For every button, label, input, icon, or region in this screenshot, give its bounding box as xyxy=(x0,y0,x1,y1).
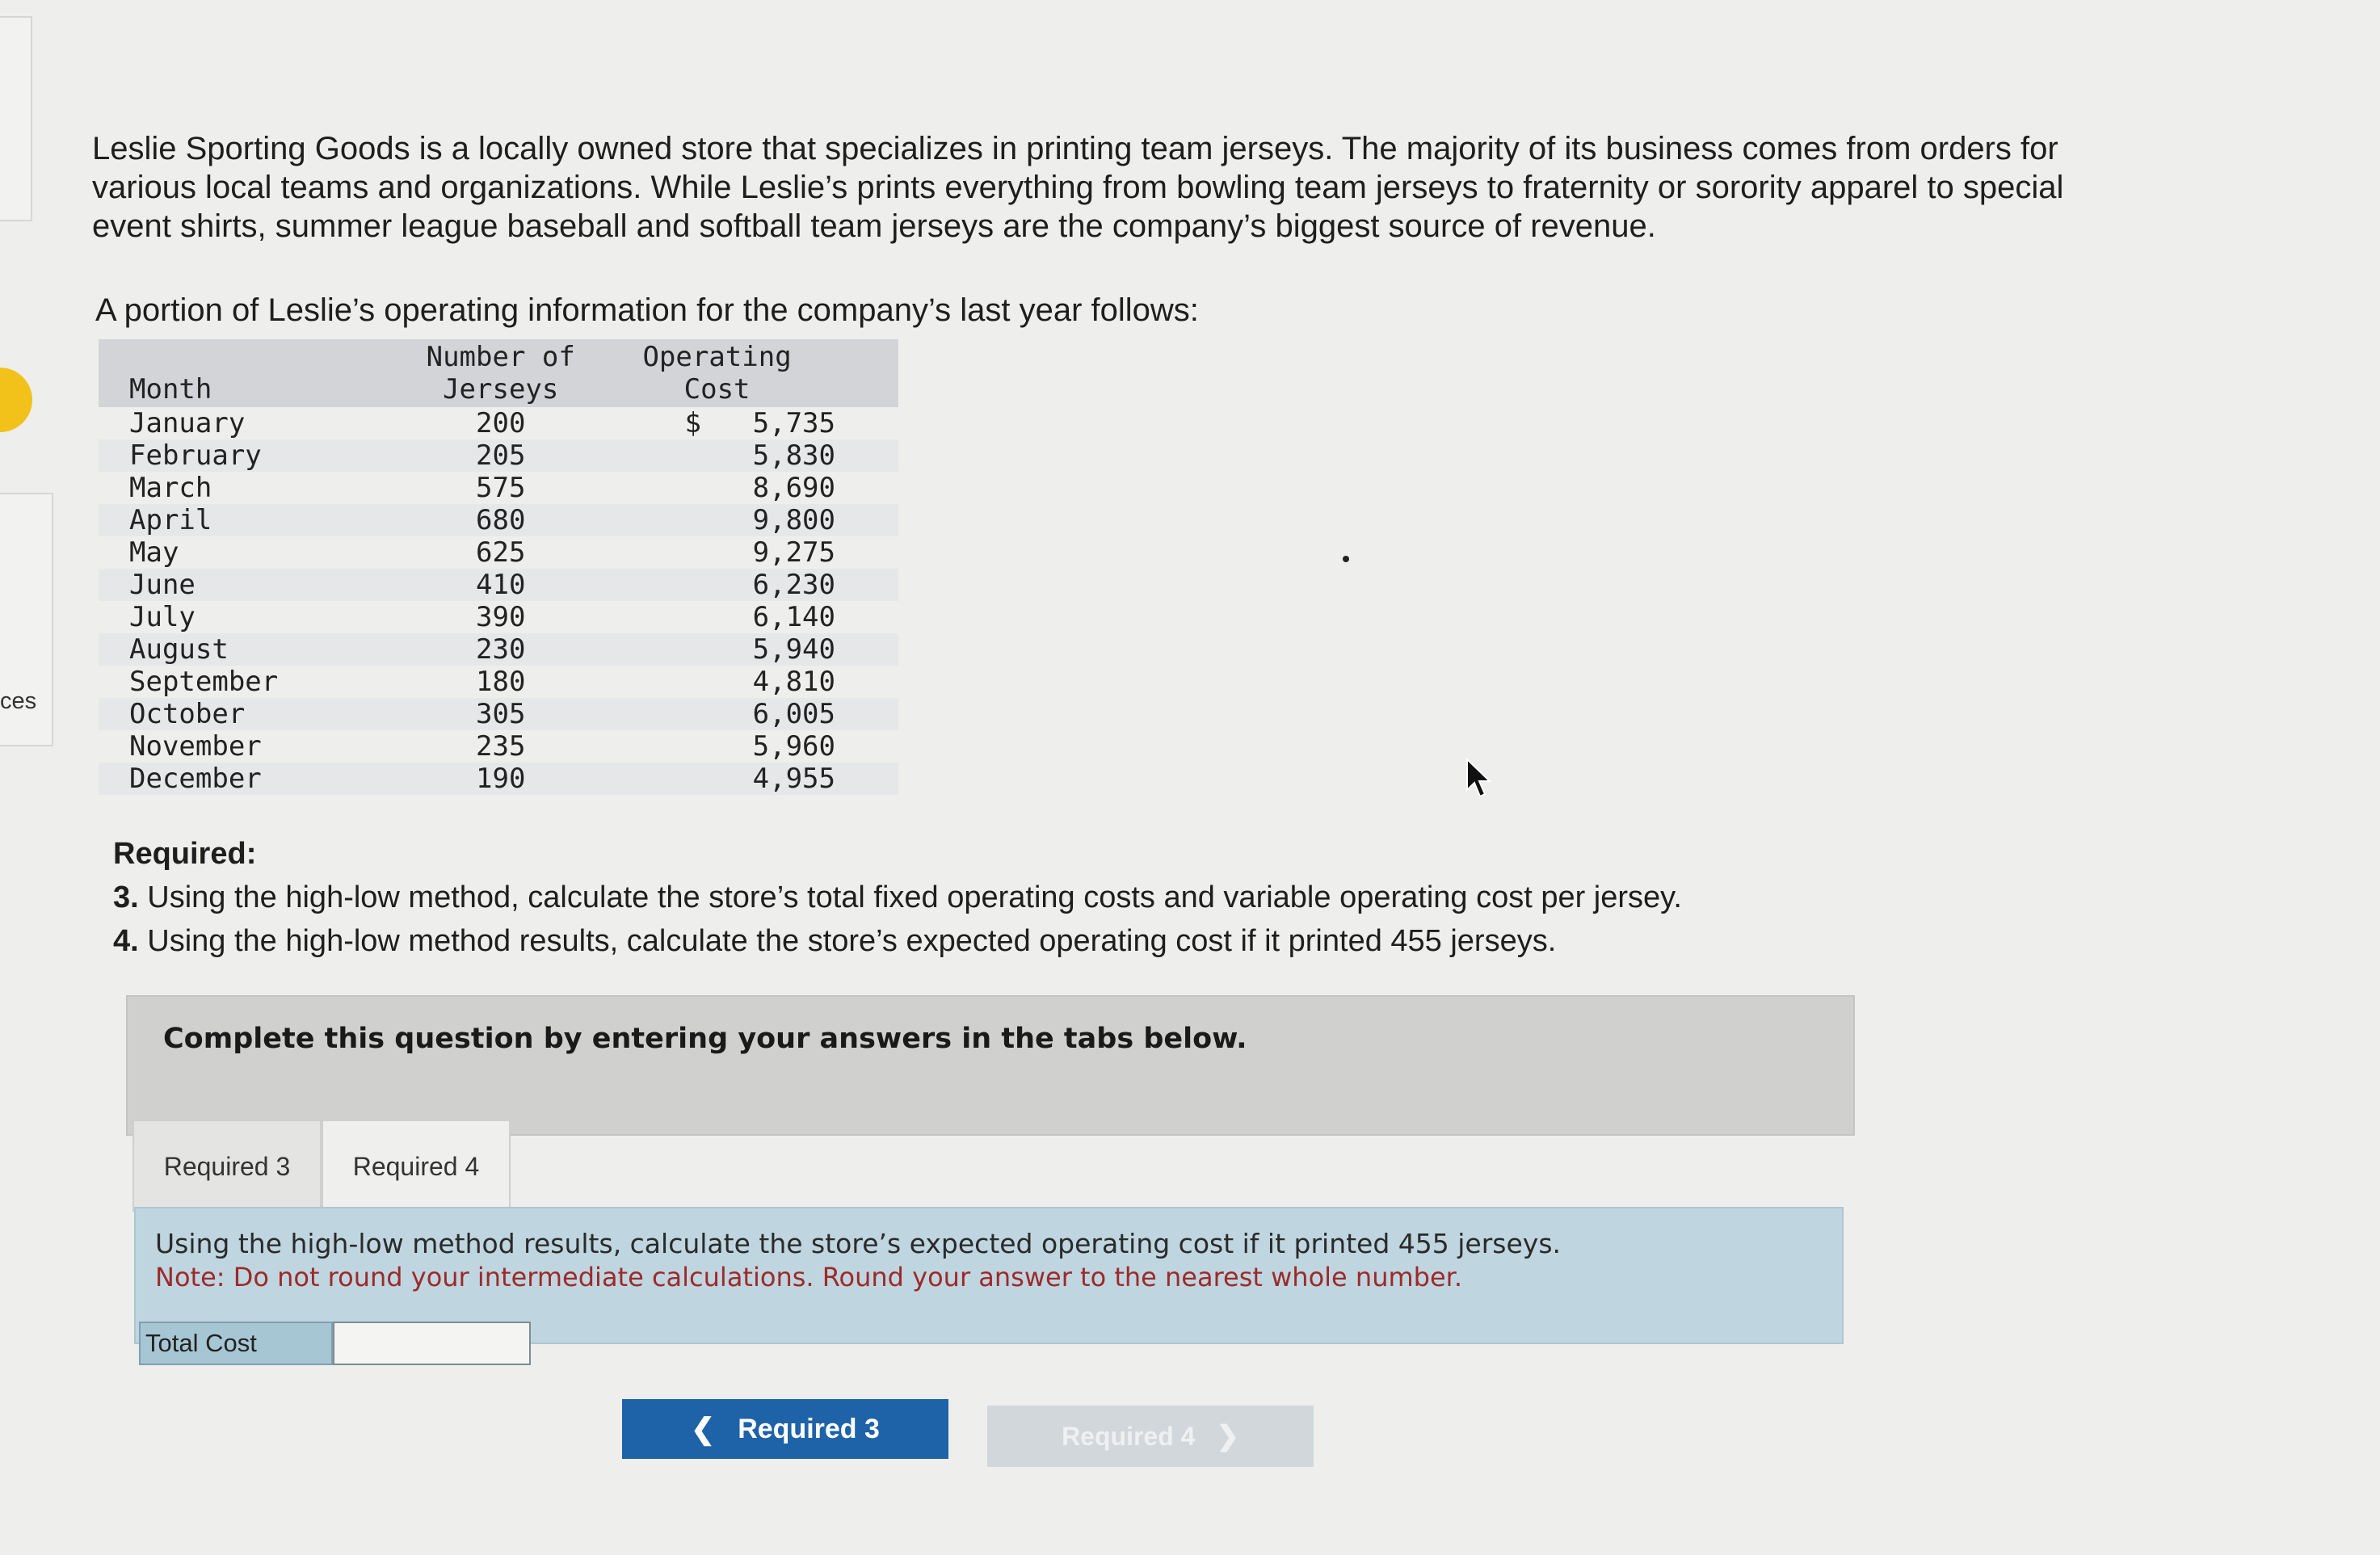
cell-cost xyxy=(599,633,898,666)
required-number: 4. xyxy=(113,924,139,958)
cell-month: November xyxy=(129,730,262,763)
table-row xyxy=(99,666,898,698)
header-cost xyxy=(599,339,898,407)
cell-jerseys: 205 xyxy=(402,439,599,472)
chevron-right-icon: ❯ xyxy=(1216,1421,1239,1452)
table-row xyxy=(99,504,898,536)
tab-required-3[interactable]: Required 3 xyxy=(132,1120,322,1212)
cell-jerseys: 625 xyxy=(476,536,526,569)
header-cost-label: Operating Cost xyxy=(642,341,792,406)
prev-required-button[interactable] xyxy=(622,1399,948,1459)
cell-month: March xyxy=(129,472,212,504)
cost-value: 5,735 xyxy=(752,407,835,439)
cell-cost xyxy=(599,666,898,698)
cost-value: 5,830 xyxy=(752,439,835,472)
cost-value: 8,690 xyxy=(752,472,835,504)
total-cost-label: Total Cost xyxy=(139,1322,333,1365)
cell-cost xyxy=(599,730,898,763)
table-row xyxy=(99,601,898,633)
cell-jerseys: 200 xyxy=(476,407,526,439)
panel-note: Note: Do not round your intermediate calculations. Round your answer to the nearest whole number. xyxy=(155,1262,1463,1292)
required-title: Required: xyxy=(113,837,257,871)
mouse-cursor-icon xyxy=(1465,758,1493,801)
cell-cost xyxy=(599,569,898,601)
cell-jerseys: 190 xyxy=(402,763,599,795)
instruction-box xyxy=(126,995,1855,1136)
cell-cost xyxy=(599,407,898,439)
table-row xyxy=(99,698,898,730)
required-text: Using the high-low method results, calculate the store’s expected operating cost if it printed 455 jerseys. xyxy=(147,924,1557,958)
currency-symbol: $ xyxy=(684,407,701,439)
table-row xyxy=(99,633,898,666)
cell-cost xyxy=(599,536,898,569)
cell-jerseys: 575 xyxy=(476,472,526,504)
cell-jerseys: 410 xyxy=(402,569,599,601)
header-month: Month xyxy=(99,339,402,407)
cell-cost xyxy=(599,439,898,472)
instruction-text: Complete this question by entering your answers in the tabs below. xyxy=(163,1023,1247,1055)
cell-cost xyxy=(599,698,898,730)
total-cost-row xyxy=(139,1322,531,1368)
stray-dot xyxy=(1343,556,1349,562)
cell-month: July xyxy=(129,601,196,633)
cell-month: February xyxy=(99,439,402,472)
required-text: Using the high-low method, calculate the store’s total fixed operating costs and variable operating cost per jersey. xyxy=(147,880,1682,914)
cost-value: 5,940 xyxy=(752,633,835,666)
cell-month: August xyxy=(99,633,402,666)
chevron-left-icon: ❮ xyxy=(691,1412,716,1445)
cell-jerseys: 305 xyxy=(402,698,599,730)
cell-month: September xyxy=(129,666,279,698)
side-panel-top xyxy=(0,16,32,221)
required-section xyxy=(113,832,1890,963)
table-row xyxy=(99,730,898,763)
table-row xyxy=(99,536,898,569)
operating-data-table xyxy=(99,339,898,795)
cost-value: 6,140 xyxy=(752,601,835,633)
table-header-row xyxy=(99,339,898,407)
cell-jerseys: 235 xyxy=(476,730,526,763)
required-number: 3. xyxy=(113,880,139,914)
table-row xyxy=(99,569,898,601)
portion-text: A portion of Leslie’s operating information for the company’s last year follows: xyxy=(95,292,1199,328)
cell-month: June xyxy=(99,569,402,601)
table-row xyxy=(99,439,898,472)
prev-button-label: Required 3 xyxy=(738,1413,880,1444)
header-jerseys-label: Number of Jerseys xyxy=(426,341,575,406)
table-body xyxy=(99,407,898,795)
cost-value: 6,230 xyxy=(752,569,835,601)
header-jerseys xyxy=(402,339,599,407)
required-item-3 xyxy=(113,876,1890,919)
status-badge[interactable] xyxy=(0,368,32,432)
cell-cost xyxy=(599,504,898,536)
cell-jerseys: 680 xyxy=(402,504,599,536)
next-button-label: Required 4 xyxy=(1062,1421,1196,1451)
cell-month: December xyxy=(99,763,402,795)
cell-cost xyxy=(599,763,898,795)
left-edge-panel xyxy=(0,0,37,1555)
next-required-button[interactable] xyxy=(987,1406,1314,1467)
panel-question: Using the high-low method results, calculate the store’s expected operating cost if it printed 455 jerseys. xyxy=(155,1228,1562,1259)
cost-value: 9,275 xyxy=(752,536,835,569)
cell-cost xyxy=(599,601,898,633)
cost-value: 9,800 xyxy=(752,504,835,536)
cell-jerseys: 180 xyxy=(476,666,526,698)
cell-cost xyxy=(599,472,898,504)
cost-value: 5,960 xyxy=(752,730,835,763)
intro-paragraph: Leslie Sporting Goods is a locally owned store that specializes in printing team jerseys. The majority of its business comes from orders for various local teams and organizations. While Leslie’s prints everything from bowling team jerseys to fraternity or sorority apparel to special event shirts, summer league baseball and softball team jerseys are the company’s biggest source of revenue. xyxy=(92,131,2064,244)
cost-value: 4,955 xyxy=(752,763,835,795)
side-panel-label: ces xyxy=(0,688,37,714)
cost-value: 4,810 xyxy=(752,666,835,698)
cell-month: April xyxy=(99,504,402,536)
cell-month: January xyxy=(129,407,246,439)
cost-value: 6,005 xyxy=(752,698,835,730)
cell-month: October xyxy=(99,698,402,730)
cell-jerseys: 390 xyxy=(476,601,526,633)
table-row xyxy=(99,472,898,504)
total-cost-input[interactable] xyxy=(333,1322,531,1365)
tab-required-4[interactable]: Required 4 xyxy=(322,1120,511,1212)
cell-month: May xyxy=(129,536,179,569)
table-row xyxy=(99,407,898,439)
table-row xyxy=(99,763,898,795)
cell-jerseys: 230 xyxy=(402,633,599,666)
required-item-4 xyxy=(113,919,1890,963)
